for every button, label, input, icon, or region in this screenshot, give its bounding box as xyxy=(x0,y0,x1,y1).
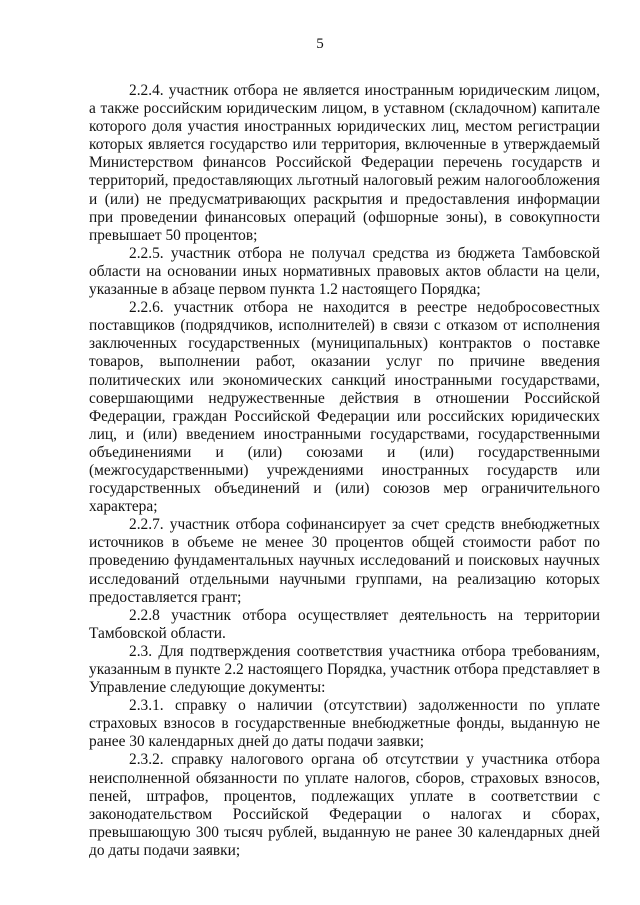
paragraph-2-2-5: 2.2.5. участник отбора не получал средства из бюджета Тамбовской области на основании иных нормативных правовых актов области на цели, указанные в абзаце первом пункта 1.2 настоящего Порядка; xyxy=(89,244,600,299)
margin-scan-mark xyxy=(8,395,10,425)
page-number: 5 xyxy=(316,36,324,52)
paragraph-2-2-8: 2.2.8 участник отбора осуществляет деятельность на территории Тамбовской области. xyxy=(89,606,600,642)
paragraph-2-3-1: 2.3.1. справку о наличии (отсутствии) задолженности по уплате страховых взносов в государственные внебюджетные фонды, выданную не ранее 30 календарных дней до даты подачи заявки; xyxy=(89,697,600,751)
paragraph-2-3: 2.3. Для подтверждения соответствия участника отбора требованиям, указанным в пункте 2.2 настоящего Порядка, участник отбора представляет в Управление следующие документы: xyxy=(89,642,600,697)
document-body xyxy=(89,82,600,860)
paragraph-2-2-7: 2.2.7. участник отбора софинансирует за счет средств внебюджетных источников в объеме не менее 30 процентов общей стоимости работ по проведению фундаментальных научных исследований и поисковых научных исследований отдельными научными группами, на реализацию которых предоставляется грант; xyxy=(89,516,600,606)
paragraph-2-3-2: 2.3.2. справку налогового органа об отсутствии у участника отбора неисполненной обязанности по уплате налогов, сборов, страховых взносов, пеней, штрафов, процентов, подлежащих уплате в соответствии с законодательством Российской Федерации о налогах и сборах, превышающую 300 тысяч рублей, выданную не ранее 30 календарных дней до даты подачи заявки; xyxy=(89,751,600,859)
paragraph-2-2-6: 2.2.6. участник отбора не находится в реестре недобросовестных поставщиков (подрядчиков, исполнителей) в связи с отказом от исполнения заключенных государственных (муниципальных) контрактов о поставке товаров, выполнении работ, оказании услуг по причине введения политических или экономических санкций иностранными государствами, совершающими недружественные действия в отношении Российской Федерации, граждан Российской Федерации или российских юридических лиц, и (или) введением иностранными государствами, государственными объединениями и (или) союзами и (или) государственными (межгосударственными) учреждениями иностранных государств или государственных объединений и (или) союзов мер ограничительного характера; xyxy=(89,299,600,516)
paragraph-2-2-4: 2.2.4. участник отбора не является иностранным юридическим лицом, а также российским юридическим лицом, в уставном (складочном) капитале которого доля участия иностранных юридических лиц, местом регистрации которых является государство или территория, включенные в утверждаемый Министерством финансов Российской Федерации перечень государств и территорий, предоставляющих льготный налоговый режим налогообложения и (или) не предусматривающих раскрытия и предоставления информации при проведении финансовых операций (офшорные зоны), в совокупности превышает 50 процентов; xyxy=(89,82,600,244)
